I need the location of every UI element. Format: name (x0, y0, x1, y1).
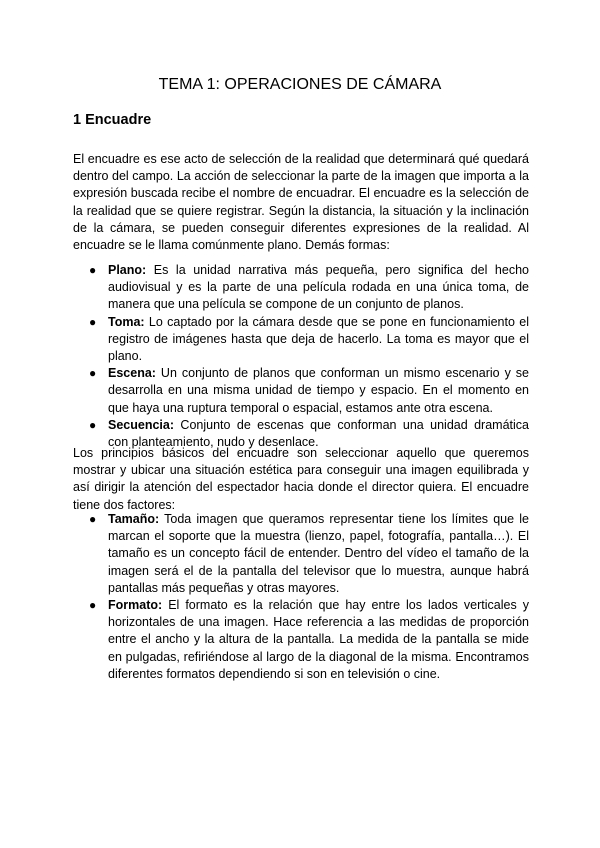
list-item-text: Conjunto de escenas que conforman una unidad dramática con planteamiento, nudo y desenlace. (108, 417, 529, 450)
list-item-term: Tamaño: (108, 512, 160, 526)
list-item-text: Toda imagen que queramos representar tiene los límites que le marcan el soporte que la muestra (lienzo, papel, fotografía, pantalla…). El tamaño es un concepto fácil de entender. Dentro del vídeo el tamaño de la imagen será el de la pantalla del televisor que lo muestra, aunque habrá pantallas más pequeñas y otras mayores. (108, 512, 529, 595)
bullet-icon: ● (89, 314, 97, 329)
list-item-term: Escena: (108, 366, 156, 381)
forms-list (73, 262, 529, 451)
factors-list (73, 511, 529, 683)
list-item-term: Formato: (108, 598, 163, 613)
intro-paragraph: El encuadre es ese acto de selección de la realidad que determinará qué quedará dentro del campo. La acción de seleccionar la parte de la imagen que importa a la expresión buscada recibe el nombre de encuadrar. El encuadre es la selección de la realidad que se quiere registrar. Según la distancia, la situación y la inclinación de la cámara, se pueden conseguir diferentes expresiones de la realidad. Al encuadre se le llama comúnmente plano. Demás formas: (73, 152, 529, 253)
list-item-text: Lo captado por la cámara desde que se pone en funcionamiento el registro de imágenes hasta que deja de hacerlo. La toma es mayor que el plano. (108, 314, 529, 364)
bullet-icon: ● (89, 512, 97, 526)
list-item-term: Toma: (108, 314, 145, 329)
list-item (73, 314, 529, 366)
list-item-text: Es la unidad narrativa más pequeña, pero significa del hecho audiovisual y es la parte de una película rodada en una única toma, de manera que una película se compone de un conjunto de planos. (108, 263, 529, 312)
section-heading: 1 Encuadre (73, 112, 152, 128)
bullet-icon: ● (89, 366, 97, 381)
principles-paragraph: Los principios básicos del encuadre son seleccionar aquello que queremos mostrar y ubicar una situación estética para conseguir una imagen equilibrada y así dirigir la atención del espectador hacia donde el director quiera. El encuadre tiene dos factores: (73, 446, 529, 512)
list-item (73, 597, 529, 683)
list-item (73, 365, 529, 417)
bullet-icon: ● (89, 598, 97, 613)
list-item (73, 511, 529, 597)
list-item-text: Un conjunto de planos que conforman un mismo escenario y se desarrolla en una misma unidad de tiempo y espacio. En el momento en que haya una ruptura temporal o espacial, estamos ante otra escena. (108, 366, 529, 415)
list-item-term: Plano: (108, 263, 147, 277)
bullet-icon: ● (89, 263, 97, 277)
page-title: TEMA 1: OPERACIONES DE CÁMARA (158, 76, 442, 93)
bullet-icon: ● (89, 417, 97, 432)
list-item-text: El formato es la relación que hay entre los lados verticales y horizontales de una imagen. Hace referencia a las medidas de proporción entre el ancho y la altura de la pantalla. La medida de la pantalla se mide en pulgadas, refiriéndose al largo de la diagonal de la misma. Encontramos diferentes formatos dependiendo si son en televisión o cine. (108, 598, 529, 681)
list-item-term: Secuencia: (108, 417, 175, 432)
list-item (73, 262, 529, 314)
